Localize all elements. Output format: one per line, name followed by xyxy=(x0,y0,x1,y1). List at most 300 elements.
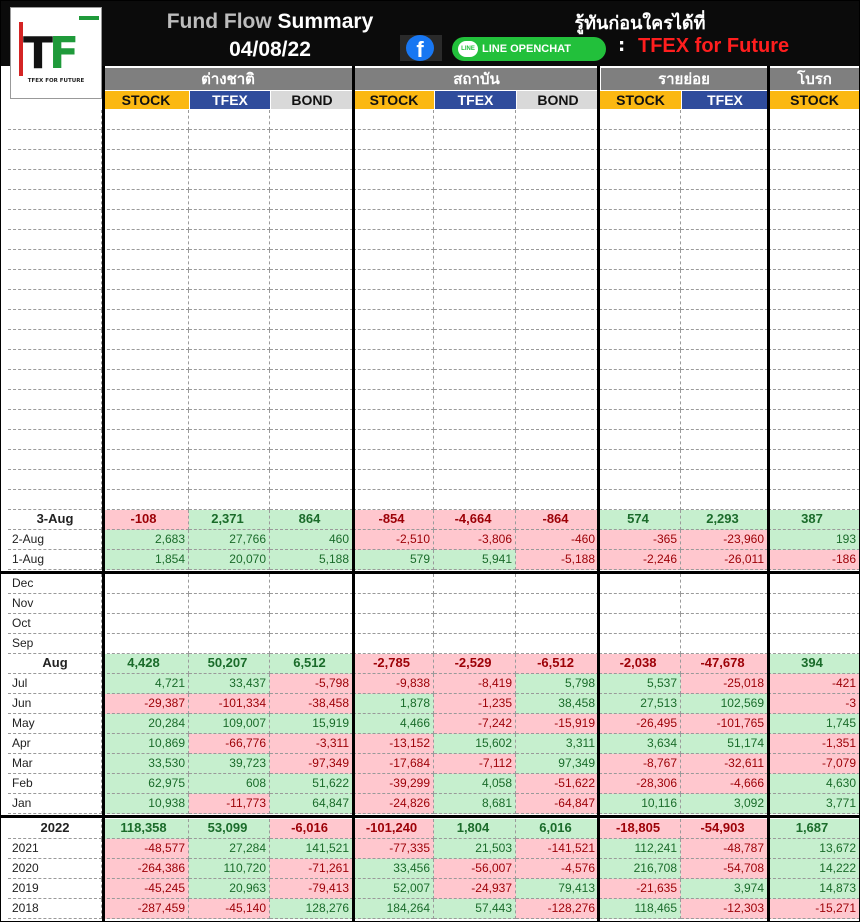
empty-row-label xyxy=(8,470,102,490)
yearly-cell: 118,358 xyxy=(102,819,189,839)
empty-cell xyxy=(189,490,270,510)
empty-cell xyxy=(768,210,860,230)
empty-cell xyxy=(270,110,353,130)
empty-cell xyxy=(768,170,860,190)
monthly-cell: -39,299 xyxy=(353,774,434,794)
monthly-cell: 4,428 xyxy=(102,654,189,674)
monthly-cell: -11,773 xyxy=(189,794,270,814)
empty-cell xyxy=(768,150,860,170)
daily-cell: -2,510 xyxy=(353,530,434,550)
logo-subtitle: TFEX FOR FUTURE xyxy=(27,78,85,84)
yearly-cell: -45,245 xyxy=(102,879,189,899)
monthly-cell: -26,495 xyxy=(599,714,681,734)
empty-cell xyxy=(102,110,189,130)
monthly-cell: -17,684 xyxy=(353,754,434,774)
monthly-cell xyxy=(270,574,353,594)
yearly-cell: 118,465 xyxy=(599,899,681,919)
daily-row-label: 1-Aug xyxy=(8,550,102,570)
empty-cell xyxy=(353,150,434,170)
empty-row-label xyxy=(8,390,102,410)
empty-cell xyxy=(353,470,434,490)
empty-cell xyxy=(353,270,434,290)
empty-cell xyxy=(681,350,768,370)
monthly-cell: 51,622 xyxy=(270,774,353,794)
empty-cell xyxy=(270,450,353,470)
empty-cell xyxy=(681,470,768,490)
yearly-cell: -6,016 xyxy=(270,819,353,839)
monthly-cell xyxy=(434,594,516,614)
empty-row-label xyxy=(8,430,102,450)
empty-cell xyxy=(599,170,681,190)
empty-cell xyxy=(270,470,353,490)
empty-cell xyxy=(353,170,434,190)
empty-cell xyxy=(270,150,353,170)
monthly-cell xyxy=(353,594,434,614)
empty-cell xyxy=(599,490,681,510)
monthly-cell: -97,349 xyxy=(270,754,353,774)
empty-cell xyxy=(102,350,189,370)
yearly-row-label: 2019 xyxy=(8,879,102,899)
title-part1: Fund Flow xyxy=(166,10,272,33)
monthly-cell: -64,847 xyxy=(516,794,599,814)
monthly-cell: -1,235 xyxy=(434,694,516,714)
empty-cell xyxy=(768,430,860,450)
empty-cell xyxy=(599,390,681,410)
empty-cell xyxy=(434,130,516,150)
column-header-tfex: TFEX xyxy=(190,91,270,109)
empty-cell xyxy=(599,110,681,130)
empty-row-label xyxy=(8,130,102,150)
yearly-cell: 110,720 xyxy=(189,859,270,879)
monthly-cell: -8,767 xyxy=(599,754,681,774)
monthly-cell: -6,512 xyxy=(516,654,599,674)
daily-cell: -460 xyxy=(516,530,599,550)
yearly-cell: 112,241 xyxy=(599,839,681,859)
monthly-cell: 1,745 xyxy=(768,714,860,734)
monthly-cell xyxy=(599,634,681,654)
monthly-cell: 15,602 xyxy=(434,734,516,754)
empty-row-label xyxy=(8,210,102,230)
empty-cell xyxy=(768,470,860,490)
monthly-row-label: Jun xyxy=(8,694,102,714)
yearly-cell: -141,521 xyxy=(516,839,599,859)
yearly-cell: -45,140 xyxy=(189,899,270,919)
monthly-row-label: Oct xyxy=(8,614,102,634)
monthly-cell xyxy=(353,634,434,654)
line-openchat-label: LINE OPENCHAT xyxy=(482,43,572,56)
yearly-cell: -56,007 xyxy=(434,859,516,879)
yearly-cell: 216,708 xyxy=(599,859,681,879)
empty-cell xyxy=(189,230,270,250)
monthly-cell: -15,919 xyxy=(516,714,599,734)
empty-cell xyxy=(270,250,353,270)
empty-cell xyxy=(189,250,270,270)
empty-cell xyxy=(681,330,768,350)
monthly-cell xyxy=(102,594,189,614)
empty-cell xyxy=(768,230,860,250)
daily-cell: -26,011 xyxy=(681,550,768,570)
empty-cell xyxy=(516,270,599,290)
daily-cell: 2,293 xyxy=(681,510,768,530)
empty-cell xyxy=(599,350,681,370)
empty-cell xyxy=(768,130,860,150)
yearly-cell: 141,521 xyxy=(270,839,353,859)
empty-cell xyxy=(681,450,768,470)
empty-row-label xyxy=(8,250,102,270)
empty-cell xyxy=(189,410,270,430)
monthly-cell: 3,092 xyxy=(681,794,768,814)
monthly-cell: -66,776 xyxy=(189,734,270,754)
monthly-cell xyxy=(599,594,681,614)
monthly-cell: -32,611 xyxy=(681,754,768,774)
daily-cell: 1,854 xyxy=(102,550,189,570)
empty-row-label xyxy=(8,310,102,330)
empty-cell xyxy=(768,330,860,350)
yearly-row-label: 2018 xyxy=(8,899,102,919)
monthly-cell xyxy=(189,614,270,634)
daily-cell: -5,188 xyxy=(516,550,599,570)
yearly-cell: 57,443 xyxy=(434,899,516,919)
empty-cell xyxy=(434,350,516,370)
empty-cell xyxy=(102,250,189,270)
empty-cell xyxy=(516,310,599,330)
empty-cell xyxy=(516,410,599,430)
yearly-cell: -71,261 xyxy=(270,859,353,879)
daily-cell: 579 xyxy=(353,550,434,570)
empty-cell xyxy=(353,350,434,370)
daily-cell: 5,188 xyxy=(270,550,353,570)
monthly-cell: -28,306 xyxy=(599,774,681,794)
empty-cell xyxy=(516,290,599,310)
column-header-stock: STOCK xyxy=(354,91,434,109)
monthly-cell: -4,666 xyxy=(681,774,768,794)
monthly-cell: 1,878 xyxy=(353,694,434,714)
empty-cell xyxy=(434,110,516,130)
empty-cell xyxy=(102,130,189,150)
daily-cell: 460 xyxy=(270,530,353,550)
yearly-cell: 52,007 xyxy=(353,879,434,899)
empty-cell xyxy=(270,490,353,510)
monthly-cell: 10,116 xyxy=(599,794,681,814)
group-header: สถาบัน xyxy=(355,68,598,90)
monthly-cell: -3,311 xyxy=(270,734,353,754)
empty-cell xyxy=(102,170,189,190)
empty-cell xyxy=(434,270,516,290)
empty-cell xyxy=(599,150,681,170)
empty-row-label xyxy=(8,270,102,290)
monthly-row-label: Apr xyxy=(8,734,102,754)
empty-cell xyxy=(681,310,768,330)
empty-cell xyxy=(516,330,599,350)
yearly-cell: -15,271 xyxy=(768,899,860,919)
empty-cell xyxy=(270,290,353,310)
daily-cell: 27,766 xyxy=(189,530,270,550)
monthly-cell xyxy=(270,634,353,654)
empty-cell xyxy=(434,490,516,510)
empty-row-label xyxy=(8,410,102,430)
empty-cell xyxy=(516,190,599,210)
empty-cell xyxy=(681,290,768,310)
group-divider xyxy=(102,66,105,922)
empty-cell xyxy=(768,190,860,210)
empty-row-label xyxy=(8,230,102,250)
monthly-cell: 20,284 xyxy=(102,714,189,734)
yearly-cell: -21,635 xyxy=(599,879,681,899)
empty-cell xyxy=(270,430,353,450)
empty-cell xyxy=(189,210,270,230)
yearly-cell: 14,222 xyxy=(768,859,860,879)
group-name: TFEX for Future xyxy=(638,35,790,57)
group-divider xyxy=(767,66,770,922)
empty-cell xyxy=(102,490,189,510)
empty-cell xyxy=(102,270,189,290)
monthly-row-label: Jan xyxy=(8,794,102,814)
empty-cell xyxy=(189,390,270,410)
monthly-cell xyxy=(599,614,681,634)
monthly-cell: -7,242 xyxy=(434,714,516,734)
empty-cell xyxy=(353,290,434,310)
empty-cell xyxy=(353,490,434,510)
empty-cell xyxy=(516,250,599,270)
empty-cell xyxy=(768,490,860,510)
empty-cell xyxy=(681,370,768,390)
empty-cell xyxy=(353,110,434,130)
empty-cell xyxy=(434,390,516,410)
tagline: รู้ทันก่อนใครได้ที่ xyxy=(574,13,706,34)
empty-cell xyxy=(681,150,768,170)
monthly-cell: -2,529 xyxy=(434,654,516,674)
daily-cell: 2,371 xyxy=(189,510,270,530)
empty-cell xyxy=(189,150,270,170)
monthly-cell: 3,771 xyxy=(768,794,860,814)
monthly-cell: 62,975 xyxy=(102,774,189,794)
monthly-cell xyxy=(189,574,270,594)
yearly-cell: 6,016 xyxy=(516,819,599,839)
monthly-cell: 10,869 xyxy=(102,734,189,754)
column-header-bond: BOND xyxy=(517,91,599,109)
empty-cell xyxy=(681,250,768,270)
empty-cell xyxy=(270,130,353,150)
monthly-row-label: Mar xyxy=(8,754,102,774)
yearly-cell: 128,276 xyxy=(270,899,353,919)
empty-row-label xyxy=(8,350,102,370)
group-divider xyxy=(352,66,355,922)
empty-cell xyxy=(681,170,768,190)
empty-cell xyxy=(189,330,270,350)
yearly-cell: 79,413 xyxy=(516,879,599,899)
empty-cell xyxy=(189,170,270,190)
yearly-cell: -24,937 xyxy=(434,879,516,899)
empty-cell xyxy=(270,170,353,190)
empty-cell xyxy=(189,450,270,470)
monthly-row-label: Nov xyxy=(8,594,102,614)
empty-cell xyxy=(768,450,860,470)
empty-cell xyxy=(189,130,270,150)
column-header-bond: BOND xyxy=(271,91,353,109)
daily-row-label: 2-Aug xyxy=(8,530,102,550)
monthly-cell xyxy=(681,574,768,594)
empty-cell xyxy=(599,470,681,490)
empty-cell xyxy=(516,230,599,250)
yearly-cell: -287,459 xyxy=(102,899,189,919)
daily-cell: 574 xyxy=(599,510,681,530)
empty-cell xyxy=(516,150,599,170)
daily-cell: 864 xyxy=(270,510,353,530)
empty-cell xyxy=(353,310,434,330)
empty-cell xyxy=(189,290,270,310)
empty-cell xyxy=(270,230,353,250)
empty-cell xyxy=(768,270,860,290)
yearly-row-label: 2022 xyxy=(8,819,102,839)
empty-cell xyxy=(189,110,270,130)
empty-cell xyxy=(102,150,189,170)
empty-cell xyxy=(270,190,353,210)
monthly-cell: -9,838 xyxy=(353,674,434,694)
monthly-cell: -24,826 xyxy=(353,794,434,814)
monthly-cell: -2,038 xyxy=(599,654,681,674)
monthly-cell: 8,681 xyxy=(434,794,516,814)
monthly-cell: 608 xyxy=(189,774,270,794)
empty-cell xyxy=(516,370,599,390)
yearly-cell: 14,873 xyxy=(768,879,860,899)
empty-cell xyxy=(434,370,516,390)
yearly-cell: 27,284 xyxy=(189,839,270,859)
empty-cell xyxy=(434,450,516,470)
monthly-cell xyxy=(189,634,270,654)
empty-cell xyxy=(102,430,189,450)
monthly-cell: -25,018 xyxy=(681,674,768,694)
yearly-cell: -12,303 xyxy=(681,899,768,919)
empty-cell xyxy=(681,390,768,410)
empty-cell xyxy=(353,210,434,230)
monthly-cell: 64,847 xyxy=(270,794,353,814)
monthly-cell: -47,678 xyxy=(681,654,768,674)
group-header: ต่างชาติ xyxy=(104,68,352,90)
monthly-cell xyxy=(270,614,353,634)
empty-row-label xyxy=(8,290,102,310)
empty-row-label xyxy=(8,170,102,190)
daily-cell: -3,806 xyxy=(434,530,516,550)
empty-cell xyxy=(353,430,434,450)
empty-cell xyxy=(681,130,768,150)
monthly-row-label: Feb xyxy=(8,774,102,794)
daily-cell: 2,683 xyxy=(102,530,189,550)
monthly-cell: -101,334 xyxy=(189,694,270,714)
monthly-cell xyxy=(768,574,860,594)
empty-cell xyxy=(434,230,516,250)
empty-cell xyxy=(270,330,353,350)
empty-cell xyxy=(599,190,681,210)
daily-cell: -108 xyxy=(102,510,189,530)
empty-cell xyxy=(516,170,599,190)
empty-cell xyxy=(189,470,270,490)
monthly-cell: -8,419 xyxy=(434,674,516,694)
monthly-row-label: May xyxy=(8,714,102,734)
monthly-cell xyxy=(102,634,189,654)
empty-cell xyxy=(516,470,599,490)
daily-cell: -854 xyxy=(353,510,434,530)
section-separator xyxy=(0,815,860,818)
empty-cell xyxy=(516,450,599,470)
yearly-row-label: 2020 xyxy=(8,859,102,879)
empty-cell xyxy=(353,230,434,250)
yearly-cell: -4,576 xyxy=(516,859,599,879)
empty-cell xyxy=(599,430,681,450)
monthly-row-label: Jul xyxy=(8,674,102,694)
empty-cell xyxy=(189,370,270,390)
empty-cell xyxy=(434,410,516,430)
empty-cell xyxy=(434,190,516,210)
empty-cell xyxy=(516,350,599,370)
empty-cell xyxy=(353,330,434,350)
column-header-tfex: TFEX xyxy=(682,91,768,109)
empty-cell xyxy=(189,350,270,370)
empty-cell xyxy=(434,290,516,310)
empty-cell xyxy=(681,490,768,510)
empty-cell xyxy=(768,350,860,370)
empty-cell xyxy=(681,230,768,250)
empty-cell xyxy=(516,110,599,130)
empty-cell xyxy=(434,250,516,270)
empty-cell xyxy=(102,390,189,410)
empty-cell xyxy=(681,430,768,450)
yearly-cell: 13,672 xyxy=(768,839,860,859)
empty-cell xyxy=(353,410,434,430)
empty-cell xyxy=(270,270,353,290)
monthly-cell xyxy=(434,614,516,634)
monthly-cell: 4,058 xyxy=(434,774,516,794)
monthly-cell: 15,919 xyxy=(270,714,353,734)
monthly-cell: 50,207 xyxy=(189,654,270,674)
column-header-stock: STOCK xyxy=(600,91,681,109)
empty-cell xyxy=(599,330,681,350)
empty-cell xyxy=(599,230,681,250)
yearly-cell: 53,099 xyxy=(189,819,270,839)
monthly-cell: 10,938 xyxy=(102,794,189,814)
yearly-cell: 21,503 xyxy=(434,839,516,859)
empty-cell xyxy=(768,410,860,430)
monthly-cell xyxy=(353,574,434,594)
empty-cell xyxy=(516,430,599,450)
empty-cell xyxy=(102,330,189,350)
daily-cell: -23,960 xyxy=(681,530,768,550)
monthly-cell: -13,152 xyxy=(353,734,434,754)
monthly-cell xyxy=(102,614,189,634)
monthly-cell: 4,466 xyxy=(353,714,434,734)
yearly-cell: 33,456 xyxy=(353,859,434,879)
monthly-cell: 394 xyxy=(768,654,860,674)
report-date: 04/08/22 xyxy=(229,38,311,61)
yearly-cell: 20,963 xyxy=(189,879,270,899)
daily-cell: -2,246 xyxy=(599,550,681,570)
empty-cell xyxy=(434,470,516,490)
empty-cell xyxy=(102,290,189,310)
empty-cell xyxy=(102,230,189,250)
empty-cell xyxy=(353,370,434,390)
empty-cell xyxy=(189,270,270,290)
empty-cell xyxy=(102,470,189,490)
title-part2: Summary xyxy=(277,10,374,33)
yearly-cell: -54,903 xyxy=(681,819,768,839)
empty-cell xyxy=(681,270,768,290)
empty-cell xyxy=(270,410,353,430)
monthly-cell: -421 xyxy=(768,674,860,694)
monthly-cell: 39,723 xyxy=(189,754,270,774)
yearly-cell: 1,687 xyxy=(768,819,860,839)
yearly-cell: -48,577 xyxy=(102,839,189,859)
monthly-cell: -29,387 xyxy=(102,694,189,714)
empty-cell xyxy=(768,290,860,310)
